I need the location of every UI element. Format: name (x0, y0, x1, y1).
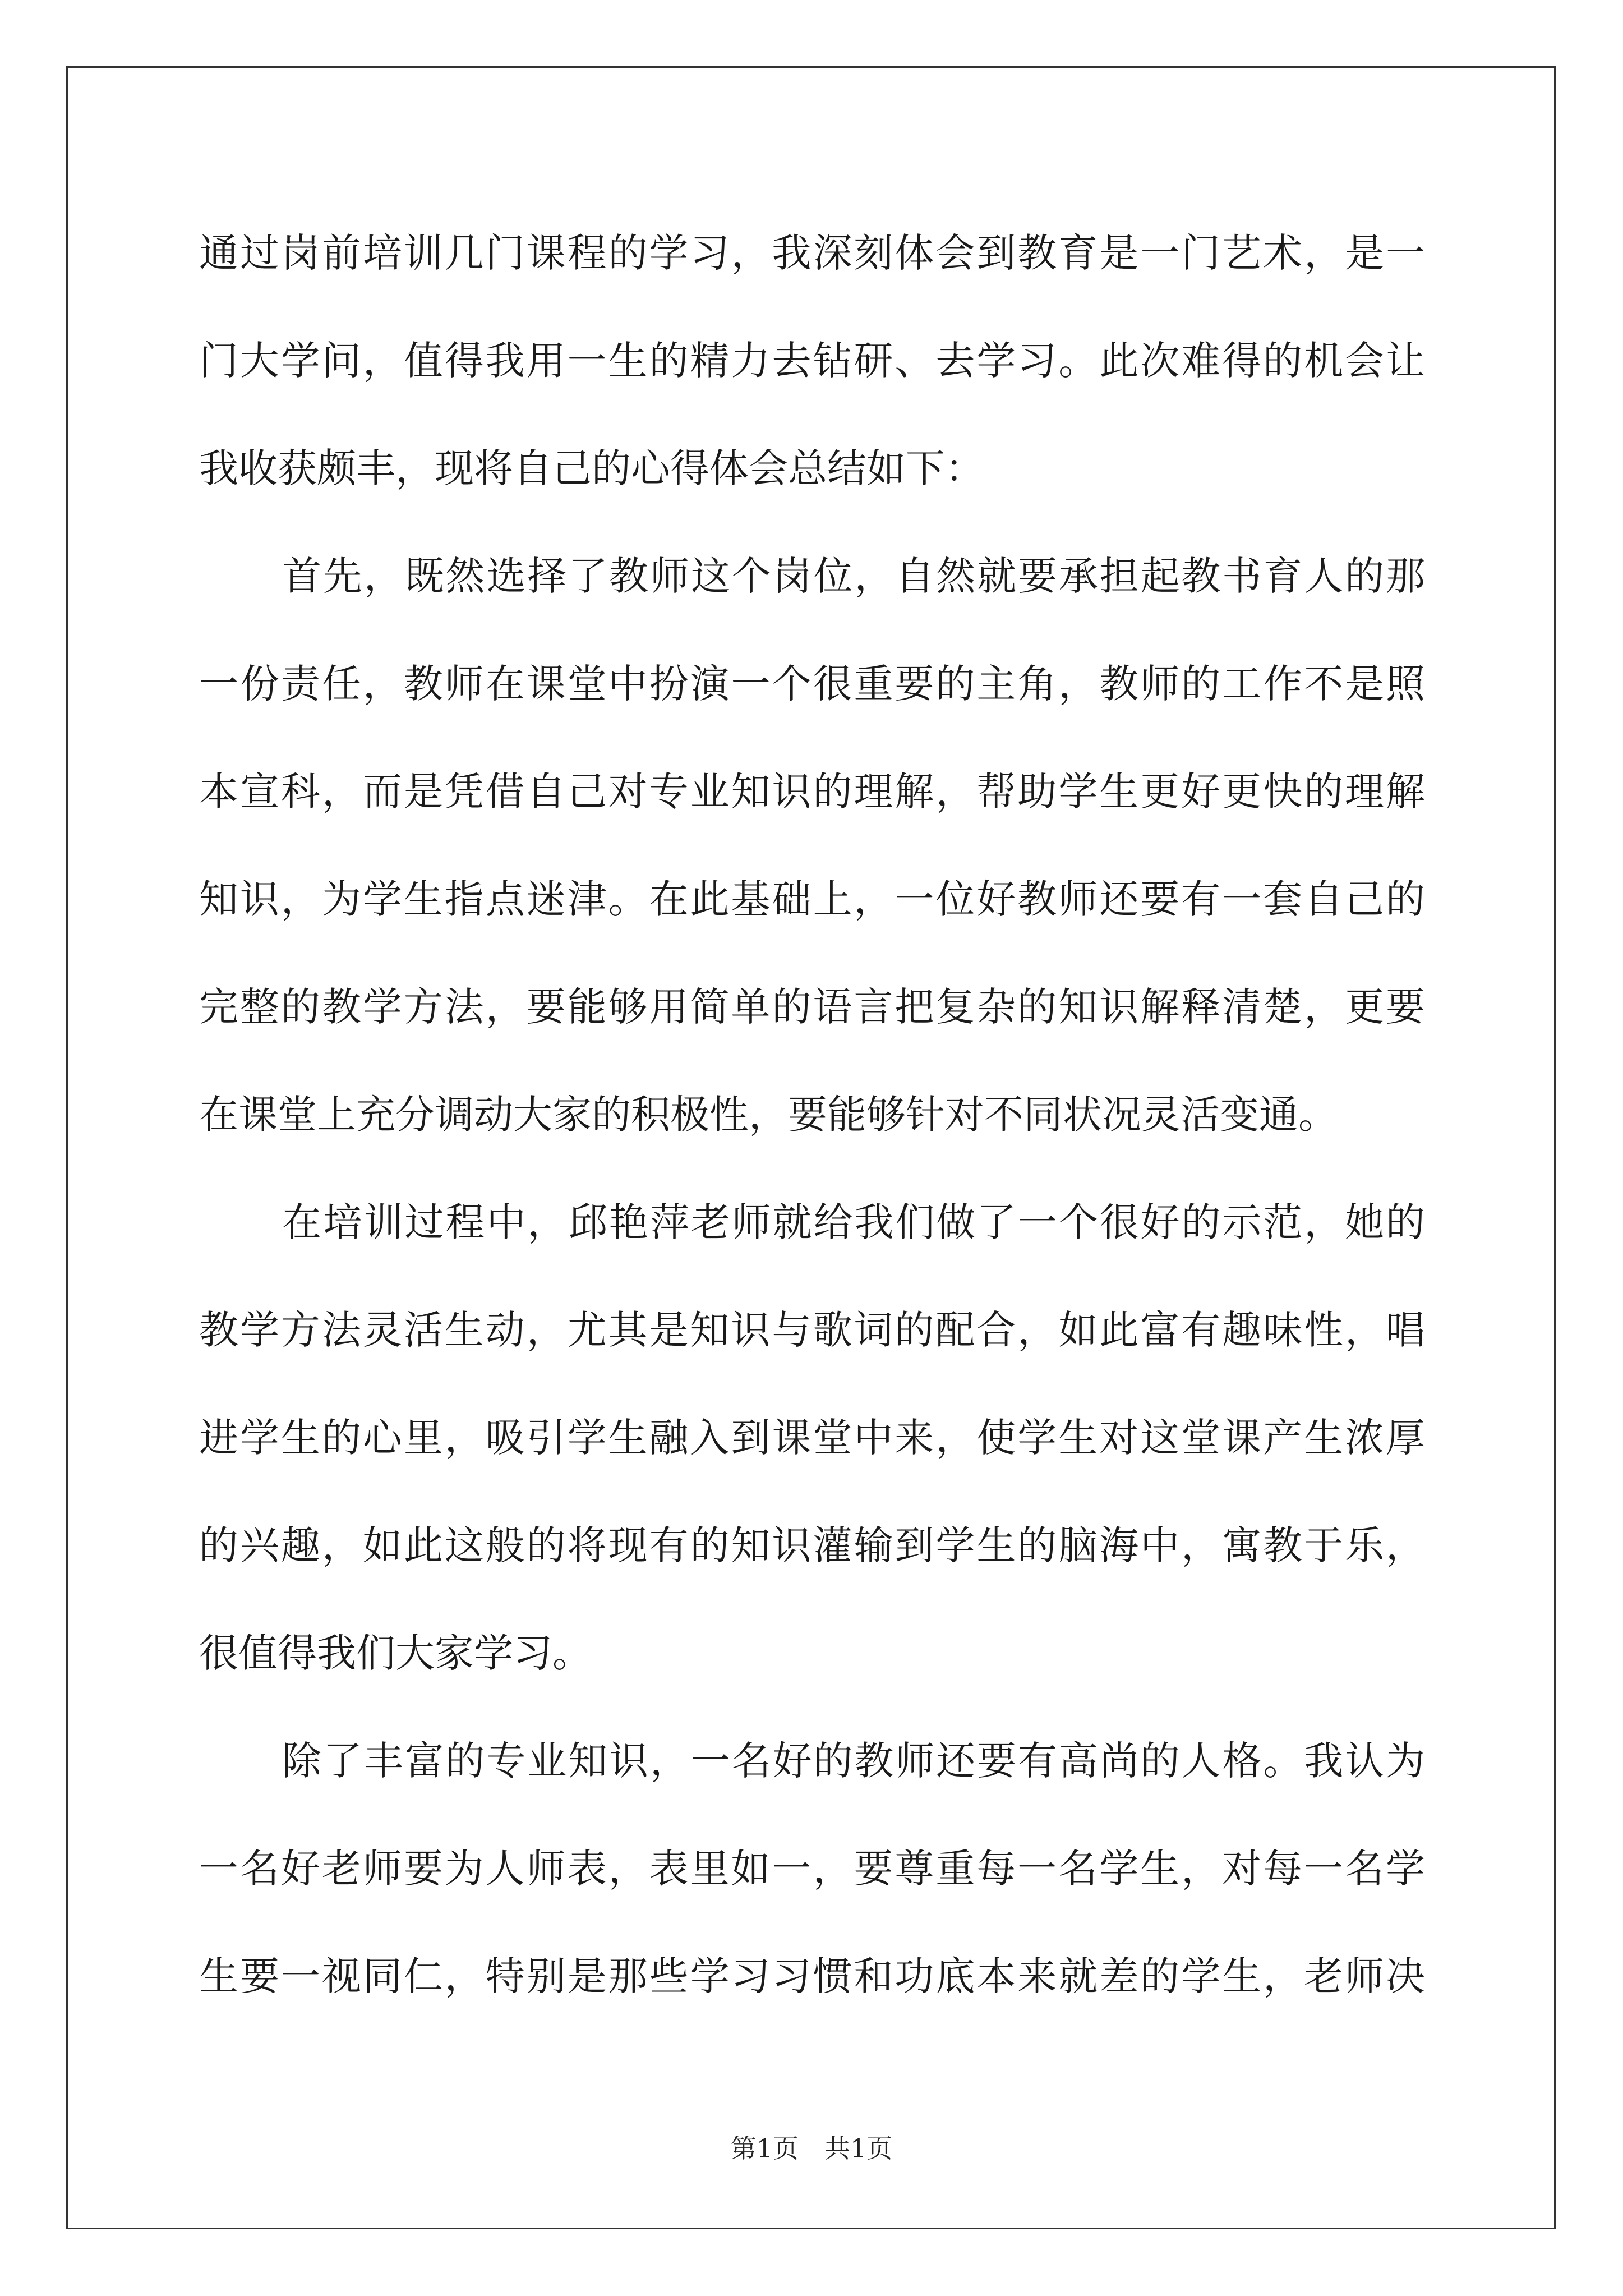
text-line: 的兴趣，如此这般的将现有的知识灌输到学生的脑海中，寓教于乐， (199, 1522, 1425, 1568)
text-line: 一份责任，教师在课堂中扮演一个很重要的主角，教师的工作不是照 (199, 661, 1425, 707)
text-line: 通过岗前培训几门课程的学习，我深刻体会到教育是一门艺术，是一 (199, 230, 1425, 276)
text-line: 门大学问，值得我用一生的精力去钻研、去学习。此次难得的机会让 (199, 338, 1425, 384)
page-footer (0, 2132, 1623, 2165)
paragraph-4 (199, 1707, 1425, 2030)
text-line: 很值得我们大家学习。 (199, 1630, 592, 1676)
paragraph-2 (199, 522, 1425, 1168)
text-line: 教学方法灵活生动，尤其是知识与歌词的配合，如此富有趣味性，唱 (199, 1307, 1425, 1353)
page-number-label: 第1页 共1页 (730, 2133, 893, 2164)
text-line: 知识，为学生指点迷津。在此基础上，一位好教师还要有一套自己的 (199, 876, 1425, 922)
text-line: 进学生的心里，吸引学生融入到课堂中来，使学生对这堂课产生浓厚 (199, 1415, 1425, 1461)
text-line: 我收获颇丰，现将自己的心得体会总结如下： (199, 445, 984, 491)
text-line: 完整的教学方法，要能够用简单的语言把复杂的知识解释清楚，更要 (199, 984, 1425, 1030)
text-line: 除了丰富的专业知识，一名好的教师还要有高尚的人格。我认为 (282, 1738, 1425, 1784)
document-body (199, 199, 1425, 2030)
text-line: 在培训过程中，邱艳萍老师就给我们做了一个很好的示范，她的 (282, 1199, 1425, 1245)
text-line: 生要一视同仁，特别是那些学习习惯和功底本来就差的学生，老师决 (199, 1953, 1425, 1999)
text-line: 在课堂上充分调动大家的积极性，要能够针对不同状况灵活变通。 (199, 1092, 1338, 1138)
text-line: 本宣科，而是凭借自己对专业知识的理解，帮助学生更好更快的理解 (199, 769, 1425, 815)
text-line: 一名好老师要为人师表，表里如一，要尊重每一名学生，对每一名学 (199, 1846, 1425, 1892)
paragraph-1 (199, 199, 1425, 522)
text-line: 首先，既然选择了教师这个岗位，自然就要承担起教书育人的那 (282, 553, 1425, 599)
paragraph-3 (199, 1168, 1425, 1707)
